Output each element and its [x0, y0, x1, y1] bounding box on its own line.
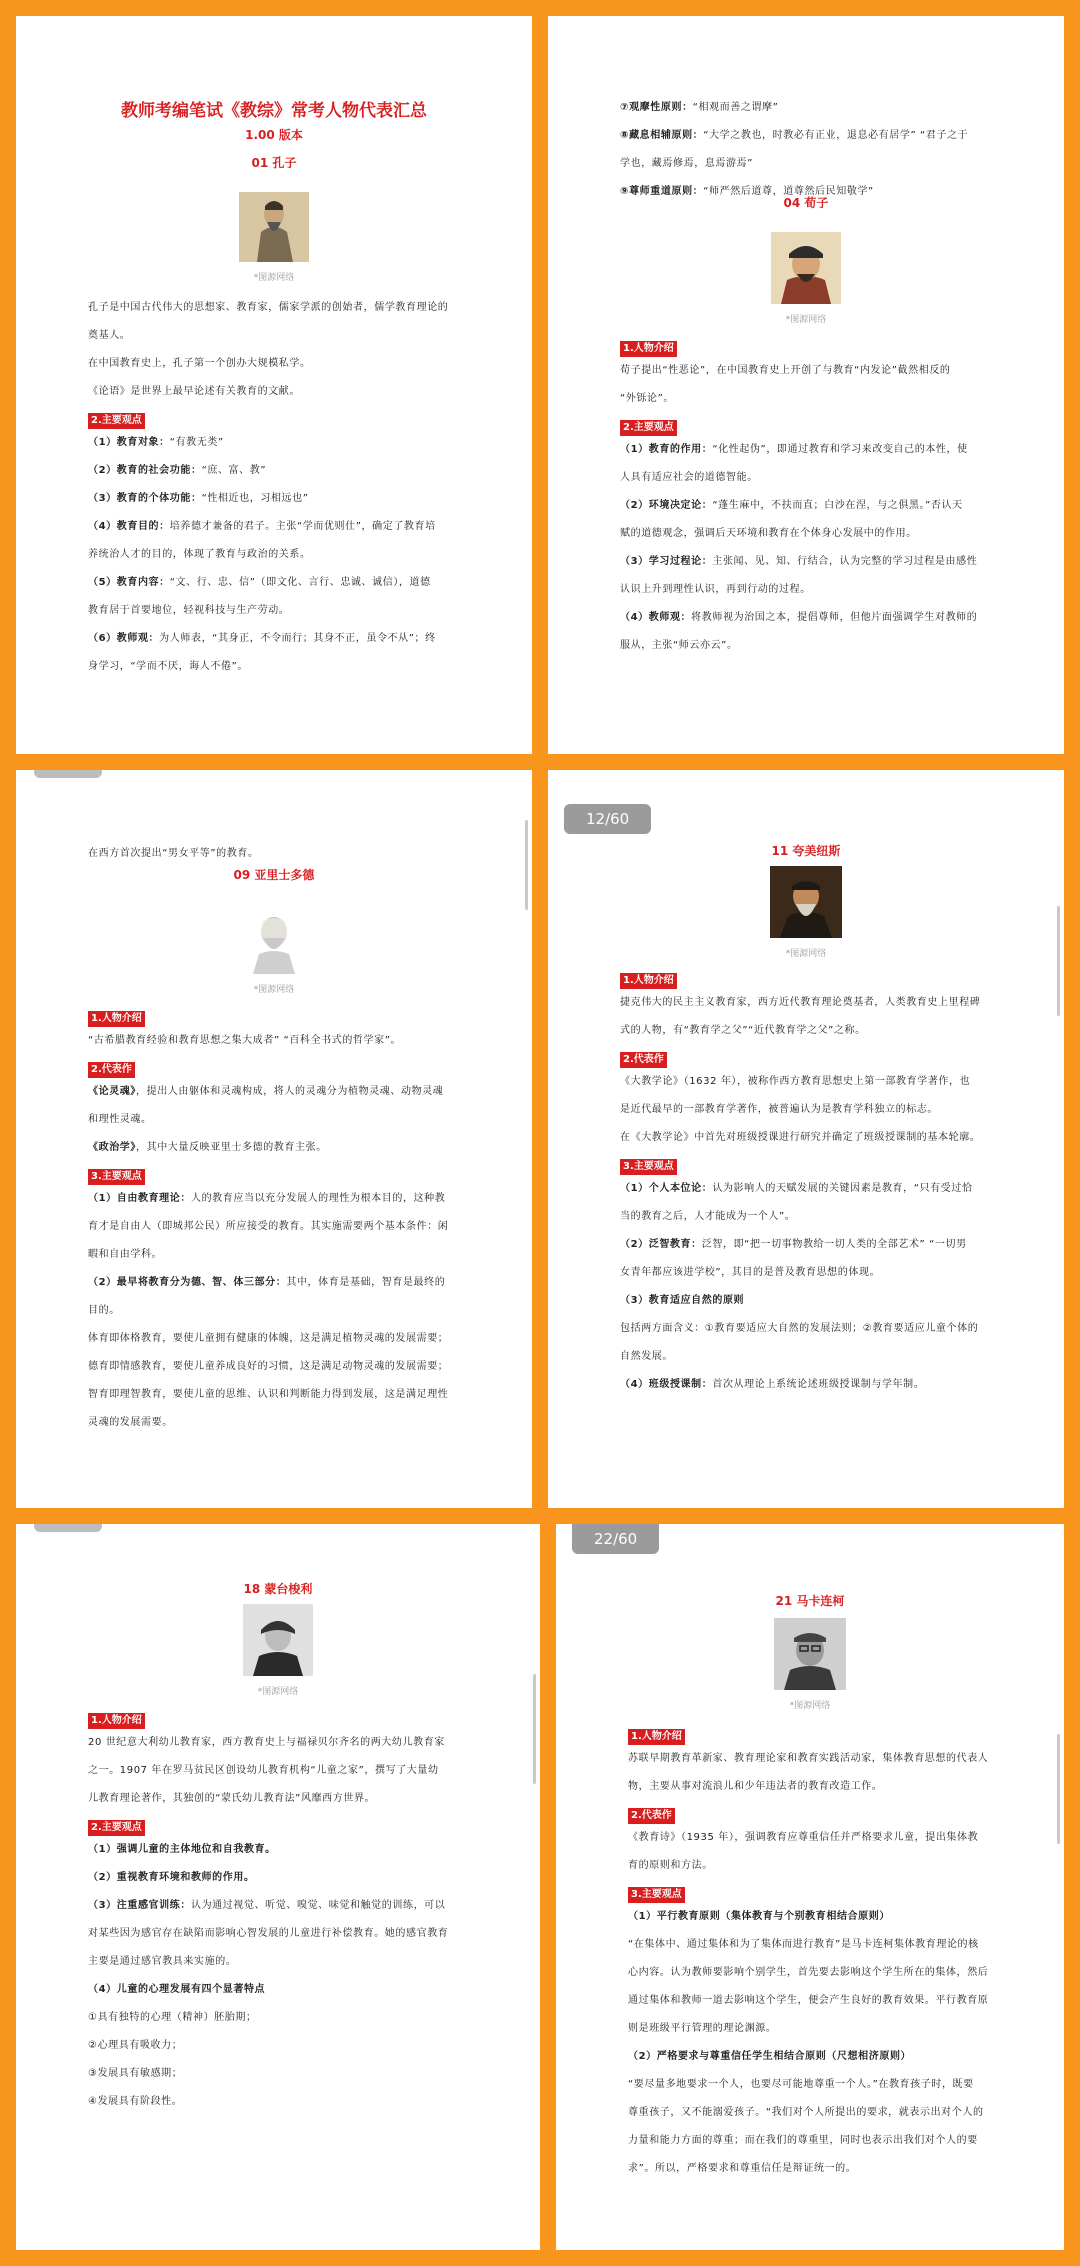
point-line: ②心理具有吸收力；: [88, 2040, 183, 2051]
point-line: 求”。所以，严格要求和尊重信任是辩证统一的。: [628, 2163, 857, 2174]
image-caption: *图源网络: [257, 1687, 299, 1697]
point-line: （1）强调儿童的主体地位和自我教育。: [88, 1844, 276, 1855]
point-line: 育才是自由人（即城邦公民）所应接受的教育。其实施需要两个基本条件：闲: [88, 1221, 449, 1232]
point-line: ④发展具有阶段性。: [88, 2096, 183, 2107]
point-line: （4）教师观：将教师视为治国之本，提倡尊师，但他片面强调学生对教师的: [620, 612, 978, 623]
intro-line: “古希腊教育经验和教育思想之集大成者” “百科全书式的哲学家”。: [88, 1035, 402, 1046]
points-list: [88, 429, 460, 681]
intro-line: 《论语》是世界上最早论述有关教育的文献。: [88, 386, 300, 397]
work-line: 《政治学》，其中大量反映亚里士多德的教育主张。: [88, 1142, 327, 1153]
point-line: 体育即体格教育，要使儿童拥有健康的体魄，这是满足植物灵魂的发展需要；: [88, 1333, 449, 1344]
point-line: （3）教育的个体功能：“性相近也，习相远也”: [88, 493, 309, 504]
section-tag: 3.主要观点: [620, 1159, 677, 1175]
content-block: [556, 1724, 1064, 2183]
point-line: （3）注重感官训练：认为通过视觉、听觉、嗅觉、味觉和触觉的训练，可以: [88, 1900, 446, 1911]
image-caption: *图源网络: [253, 273, 295, 283]
work-line: 和理性灵魂。: [88, 1114, 152, 1125]
page-counter: 22/60: [572, 1524, 659, 1554]
section-tag: 2.代表作: [620, 1052, 667, 1068]
point-line: （4）教育目的：培养德才兼备的君子。主张“学而优则仕”，确定了教育培: [88, 521, 436, 532]
point-line: （6）教师观：为人师表，“其身正，不令而行；其身不正，虽令不从”；终: [88, 633, 436, 644]
intro-line: 之一。1907 年在罗马贫民区创设幼儿教育机构“儿童之家”，撰写了大量幼: [88, 1765, 439, 1776]
point-line: “要尽量多地要求一个人，也要尽可能地尊重一个人。”在教育孩子时，既要: [628, 2079, 974, 2090]
intro-line: 苏联早期教育革新家、教育理论家和教育实践活动家，集体教育思想的代表人: [628, 1753, 989, 1764]
page-montessori: [16, 1524, 540, 2250]
intro-line: 奠基人。: [88, 330, 131, 341]
page-aristotle: [16, 770, 532, 1508]
point-line: 身学习，“学而不厌，诲人不倦”。: [88, 661, 248, 672]
intro-line: 物，主要从事对流浪儿和少年违法者的教育改造工作。: [628, 1781, 883, 1792]
page-counter: 12/60: [564, 804, 651, 834]
section-title: 09 亚里士多德: [233, 868, 315, 882]
point-line: （1）个人本位论：认为影响人的天赋发展的关键因素是教育，“只有受过恰: [620, 1183, 973, 1194]
section-title: 18 蒙台梭利: [243, 1582, 313, 1596]
point-line: （2）重视教育环境和教师的作用。: [88, 1872, 255, 1883]
work-line: 育的原则和方法。: [628, 1860, 713, 1871]
section-tag: 2.代表作: [628, 1808, 675, 1824]
section-tag: 3.主要观点: [88, 1169, 145, 1185]
intro-line: “外铄论”。: [620, 393, 674, 404]
confucius-portrait: [239, 192, 309, 262]
point-line: （4）班级授课制：首次从理论上系统论述班级授课制与学年制。: [620, 1379, 925, 1390]
point-line: 服从，主张“师云亦云”。: [620, 640, 738, 651]
point-line: 当的教育之后，人才能成为一个人”。: [620, 1211, 796, 1222]
content-block: [548, 968, 1064, 1399]
principle-line: 学也，藏焉修焉，息焉游焉”: [620, 158, 753, 169]
point-line: 对某些因为感官存在缺陷而影响心智发展的儿童进行补偿教育。她的感官教育: [88, 1928, 449, 1939]
section-tag: 2.主要观点: [88, 1820, 145, 1836]
intro-line: 在西方首次提出“男女平等”的教育。: [88, 848, 259, 859]
page-makarenko: [556, 1524, 1064, 2250]
intro-line: 儿教育理论著作，其独创的“蒙氏幼儿教育法”风靡西方世界。: [88, 1793, 376, 1804]
xunzi-portrait: [771, 232, 841, 304]
point-line: 灵魂的发展需要。: [88, 1417, 173, 1428]
image-caption: *图源网络: [789, 1701, 831, 1711]
point-line: （1）自由教育理论：人的教育应当以充分发展人的理性为根本目的，这种教: [88, 1193, 446, 1204]
principle-line: ⑨尊师重道原则：“师严然后道尊，道尊然后民知敬学”: [620, 186, 874, 197]
intro-line: 捷克伟大的民主主义教育家，西方近代教育理论奠基者，人类教育史上里程碑: [620, 997, 981, 1008]
section-title: 11 夸美纽斯: [771, 844, 841, 858]
section-tag: 2.主要观点: [620, 420, 677, 436]
intro-line: 荀子提出“性恶论”，在中国教育史上开创了与教育“内发论”截然相反的: [620, 365, 951, 376]
page-comenius: [548, 770, 1064, 1508]
work-line: 《论灵魂》，提出人由躯体和灵魂构成，将人的灵魂分为植物灵魂、动物灵魂: [88, 1086, 444, 1097]
image-caption: *图源网络: [253, 985, 295, 995]
point-line: （2）最早将教育分为德、智、体三部分：其中，体育是基础，智育是最终的: [88, 1277, 446, 1288]
point-line: （1）教育对象：“有教无类”: [88, 437, 224, 448]
montessori-portrait: [243, 1604, 313, 1676]
makarenko-portrait: [774, 1618, 846, 1690]
point-line: 通过集体和教师一道去影响这个学生，便会产生良好的教育效果。平行教育原: [628, 1995, 989, 2006]
point-line: 智育即理智教育，要使儿童的思维、认识和判断能力得到发展，这是满足理性: [88, 1389, 449, 1400]
work-line: 在《大教学论》中首先对班级授课进行研究并确定了班级授课制的基本轮廓。: [620, 1132, 981, 1143]
content-block: [16, 1708, 540, 2116]
point-line: 主要是通过感官教具来实施的。: [88, 1956, 237, 1967]
point-line: 则是班级平行管理的理论渊源。: [628, 2023, 777, 2034]
point-line: （1）教育的作用：“化性起伪”，即通过教育和学习来改变自己的本性，使: [620, 444, 968, 455]
point-line: （2）教育的社会功能：“庶、富、教”: [88, 465, 267, 476]
point-line: 养统治人才的目的，体现了教育与政治的关系。: [88, 549, 311, 560]
page-separator-tab: [34, 770, 102, 778]
intro-block: [16, 294, 532, 681]
point-line: 目的。: [88, 1305, 120, 1316]
point-line: 力量和能力方面的尊重；而在我们的尊重里，同时也表示出我们对个人的要: [628, 2135, 978, 2146]
intro-line: 孔子是中国古代伟大的思想家、教育家，儒家学派的创始者，儒学教育理论的: [88, 302, 449, 313]
image-caption: *图源网络: [785, 949, 827, 959]
section-tag: 1.人物介绍: [620, 341, 677, 357]
point-line: （2）严格要求与尊重信任学生相结合原则（尺想相济原则）: [628, 2051, 912, 2062]
point-line: 赋的道德观念，强调后天环境和教育在个体身心发展中的作用。: [620, 528, 917, 539]
intro-line: 20 世纪意大利幼儿教育家，西方教育史上与福禄贝尔齐名的两大幼儿教育家: [88, 1737, 445, 1748]
point-line: （2）泛智教育：泛智，即“把一切事物教给一切人类的全部艺术” “一切男: [620, 1239, 967, 1250]
section-tag: 1.人物介绍: [628, 1729, 685, 1745]
intro-line: 在中国教育史上，孔子第一个创办大规模私学。: [88, 358, 311, 369]
work-line: 《教育诗》（1935 年），强调教育应尊重信任并严格要求儿童，提出集体教: [628, 1832, 979, 1843]
point-line: （4）儿童的心理发展有四个显著特点: [88, 1984, 266, 1995]
principle-line: ⑦观摩性原则：“相观而善之谓摩”: [620, 102, 779, 113]
page-xunzi: [548, 16, 1064, 754]
point-line: 心内容。认为教师要影响个别学生，首先要去影响这个学生所在的集体，然后: [628, 1967, 989, 1978]
point-line: （1）平行教育原则（集体教育与个别教育相结合原则）: [628, 1911, 890, 1922]
version-label: 1.00 版本: [245, 128, 303, 142]
doc-title: 教师考编笔试《教综》常考人物代表汇总: [121, 101, 427, 121]
aristotle-portrait: [239, 904, 309, 974]
point-line: （3）学习过程论：主张闻、见、知、行结合，认为完整的学习过程是由感性: [620, 556, 978, 567]
point-line: ①具有独特的心理（精神）胚胎期；: [88, 2012, 257, 2023]
comenius-portrait: [770, 866, 842, 938]
page-confucius: [16, 16, 532, 754]
section-title: 04 荀子: [783, 196, 829, 210]
point-line: 认识上升到理性认识，再到行动的过程。: [620, 584, 811, 595]
point-line: 尊重孩子，又不能溺爱孩子。“我们对个人所提出的要求，就表示出对个人的: [628, 2107, 984, 2118]
point-line: （5）教育内容：“文、行、忠、信”（即文化、言行、忠诚、诚信），道德: [88, 577, 431, 588]
section-tag: 2.主要观点: [88, 413, 145, 429]
point-line: 包括两方面含义：①教育要适应大自然的发展法则；②教育要适应儿童个体的: [620, 1323, 979, 1334]
point-line: 人具有适应社会的道德智能。: [620, 472, 758, 483]
content-block: [548, 336, 1064, 660]
work-line: 是近代最早的一部教育学著作，被普遍认为是教育学科独立的标志。: [620, 1104, 938, 1115]
intro-line: 式的人物，有“教育学之父”“近代教育学之父”之称。: [620, 1025, 866, 1036]
section-tag: 1.人物介绍: [88, 1011, 145, 1027]
image-caption: *图源网络: [785, 315, 827, 325]
work-line: 《大教学论》（1632 年），被称作西方教育思想史上第一部教育学著作，也: [620, 1076, 971, 1087]
point-line: 教育居于首要地位，轻视科技与生产劳动。: [88, 605, 290, 616]
point-line: （3）教育适应自然的原则: [620, 1295, 745, 1306]
point-line: 女青年都应该进学校”，其目的是普及教育思想的体现。: [620, 1267, 881, 1278]
point-line: 自然发展。: [620, 1351, 673, 1362]
section-title: 21 马卡连柯: [775, 1594, 845, 1608]
principles-block: [548, 94, 1064, 206]
content-block: [16, 1006, 532, 1437]
point-line: （2）环境决定论：“蓬生麻中，不扶而直；白沙在涅，与之俱黑。”否认天: [620, 500, 963, 511]
section-tag: 1.人物介绍: [88, 1713, 145, 1729]
point-line: 德育即情感教育，要使儿童养成良好的习惯，这是满足动物灵魂的发展需要；: [88, 1361, 449, 1372]
page-separator-tab: [34, 1524, 102, 1532]
section-tag: 2.代表作: [88, 1062, 135, 1078]
section-tag: 3.主要观点: [628, 1887, 685, 1903]
principle-line: ⑧藏息相辅原则：“大学之教也，时教必有正业，退息必有居学” “君子之于: [620, 130, 969, 141]
point-line: ③发展具有敏感期；: [88, 2068, 183, 2079]
section-tag: 1.人物介绍: [620, 973, 677, 989]
point-line: 暇和自由学科。: [88, 1249, 163, 1260]
section-title: 01 孔子: [251, 156, 297, 170]
point-line: “在集体中、通过集体和为了集体而进行教育”是马卡连柯集体教育理论的核: [628, 1939, 979, 1950]
